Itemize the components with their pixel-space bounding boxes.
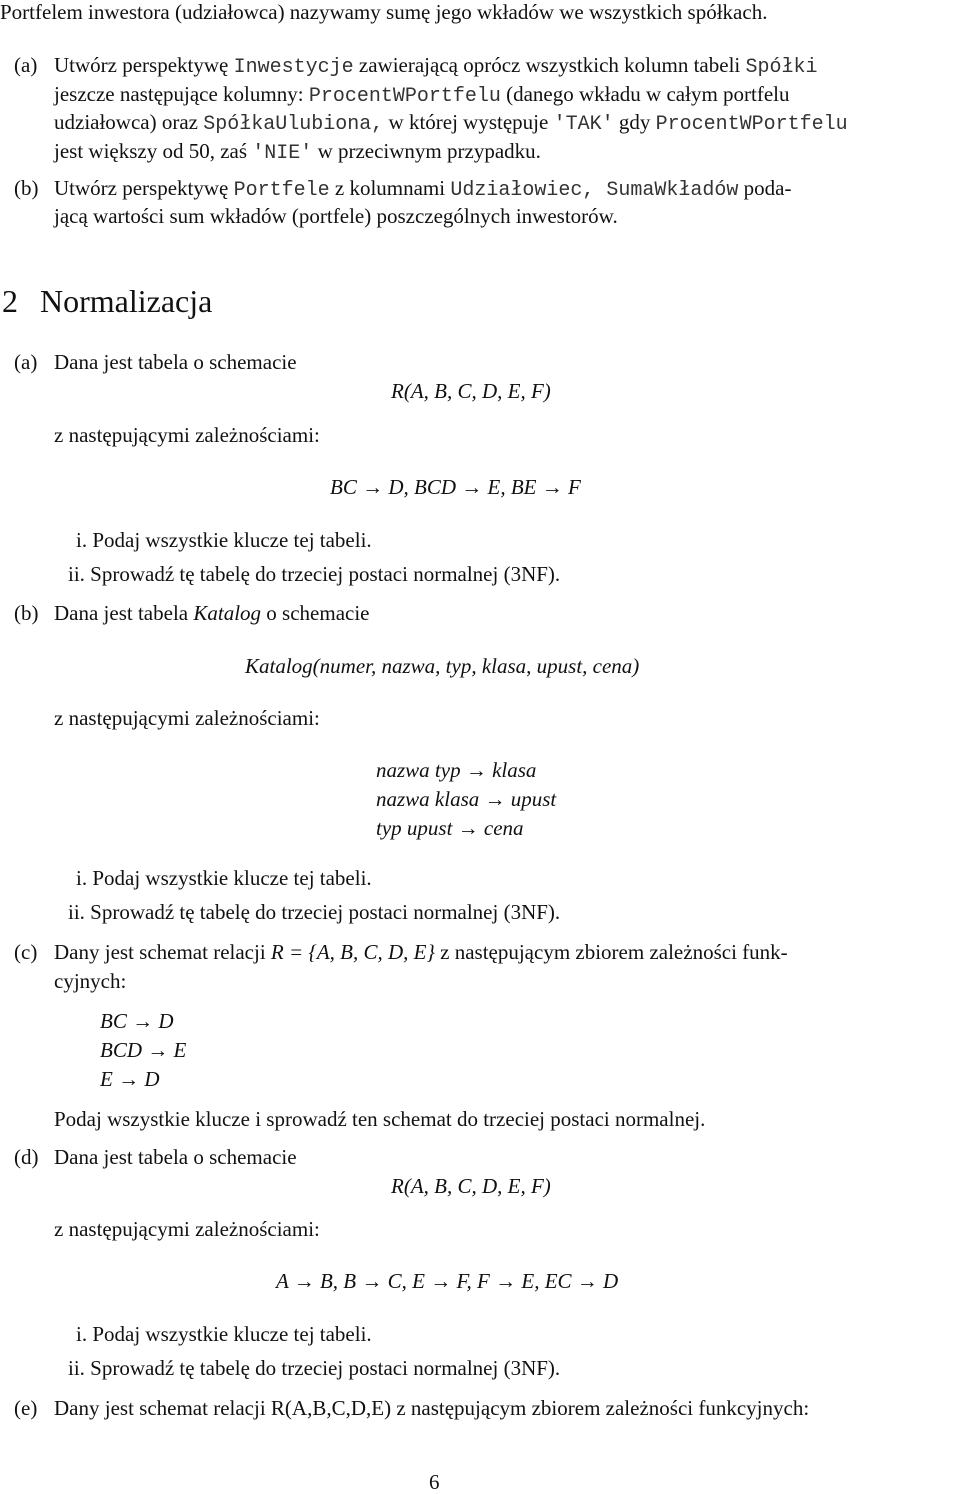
code: SpółkaUlubiona, bbox=[203, 113, 384, 136]
item-c-text-cont: cyjnych: bbox=[54, 969, 127, 993]
item-d-task-ii: ii. Sprowadź tę tabelę do trzeciej postaci normalnej (3NF). bbox=[68, 1356, 561, 1380]
code: Inwestycje bbox=[233, 56, 354, 79]
views-b-label: (b) bbox=[14, 176, 39, 200]
text: w przeciwnym przypadku. bbox=[317, 139, 541, 163]
item-c-text bbox=[54, 942, 788, 963]
code: ProcentWPortfelu bbox=[308, 85, 501, 108]
code: 'NIE' bbox=[252, 142, 313, 165]
intro-text: Portfelem inwestora (udziałowca) nazywamy sumę jego wkładów we wszystkich spółkach. bbox=[0, 0, 768, 24]
text: poda- bbox=[743, 176, 792, 200]
item-a-label: (a) bbox=[14, 350, 38, 374]
item-b-task-i: i. Podaj wszystkie klucze tej tabeli. bbox=[76, 866, 372, 890]
views-a-line4 bbox=[54, 141, 541, 164]
text: o schemacie bbox=[266, 601, 370, 625]
math: Katalog bbox=[193, 601, 262, 625]
text: z kolumnami bbox=[334, 176, 446, 200]
text: z następującym zbiorem zależności funk- bbox=[440, 940, 788, 964]
views-a-line2 bbox=[54, 84, 790, 107]
math: R = {A, B, C, D, E} bbox=[270, 940, 435, 964]
text: Utwórz perspektywę bbox=[54, 176, 229, 200]
item-d-schema: R(A, B, C, D, E, F) bbox=[391, 1174, 551, 1198]
code: 'TAK' bbox=[553, 113, 614, 136]
item-b-text bbox=[54, 603, 370, 624]
text: zawierającą oprócz wszystkich kolumn tabeli bbox=[358, 53, 741, 77]
views-a-line3 bbox=[54, 112, 848, 135]
text: gdy bbox=[618, 110, 651, 134]
views-a-line1 bbox=[54, 55, 818, 78]
code: Portfele bbox=[233, 179, 330, 202]
text: (danego wkładu w całym portfelu bbox=[506, 82, 790, 106]
item-c-dep-3: E → D bbox=[100, 1067, 160, 1091]
item-d-deps: A → B, B → C, E → F, F → E, EC → D bbox=[276, 1269, 619, 1293]
text: jeszcze następujące kolumny: bbox=[54, 82, 304, 106]
views-a-label: (a) bbox=[14, 53, 38, 77]
item-a-text: Dana jest tabela o schemacie bbox=[54, 350, 297, 374]
item-c-label: (c) bbox=[14, 940, 38, 964]
item-d-text: Dana jest tabela o schemacie bbox=[54, 1145, 297, 1169]
item-e-label: (e) bbox=[14, 1396, 38, 1420]
item-c-dep-1: BC → D bbox=[100, 1009, 174, 1033]
item-a-schema: R(A, B, C, D, E, F) bbox=[391, 379, 551, 403]
item-c-task: Podaj wszystkie klucze i sprowadź ten schemat do trzeciej postaci normalnej. bbox=[54, 1107, 706, 1131]
code: ProcentWPortfelu bbox=[655, 113, 848, 136]
section-number: 2 bbox=[2, 283, 18, 319]
item-b-task-ii: ii. Sprowadź tę tabelę do trzeciej postaci normalnej (3NF). bbox=[68, 900, 561, 924]
text: w której występuje bbox=[388, 110, 549, 134]
item-a-with: z następującymi zależnościami: bbox=[54, 423, 320, 447]
item-b-dep-3: typ upust → cena bbox=[376, 816, 524, 840]
item-b-dep-1: nazwa typ → klasa bbox=[376, 758, 537, 782]
item-b-with: z następującymi zależnościami: bbox=[54, 706, 320, 730]
text: Utwórz perspektywę bbox=[54, 53, 229, 77]
views-b-line2: jącą wartości sum wkładów (portfele) poszczególnych inwestorów. bbox=[54, 204, 618, 228]
section-title: Normalizacja bbox=[40, 283, 213, 319]
code: Udziałowiec, SumaWkładów bbox=[450, 179, 739, 202]
item-b-dep-2: nazwa klasa → upust bbox=[376, 787, 557, 811]
item-d-task-i: i. Podaj wszystkie klucze tej tabeli. bbox=[76, 1322, 372, 1346]
page-number: 6 bbox=[429, 1470, 440, 1494]
section-heading bbox=[2, 285, 212, 317]
item-b-label: (b) bbox=[14, 601, 39, 625]
text: Dany jest schemat relacji bbox=[54, 940, 266, 964]
text: Dana jest tabela bbox=[54, 601, 189, 625]
text: udziałowca) oraz bbox=[54, 110, 198, 134]
item-b-schema: Katalog(numer, nazwa, typ, klasa, upust, cena) bbox=[245, 654, 640, 678]
code: Spółki bbox=[745, 56, 818, 79]
item-d-label: (d) bbox=[14, 1145, 39, 1169]
item-a-task-i: i. Podaj wszystkie klucze tej tabeli. bbox=[76, 528, 372, 552]
item-e-text: Dany jest schemat relacji R(A,B,C,D,E) z następującym zbiorem zależności funkcyjnych: bbox=[54, 1396, 810, 1420]
text: jest większy od 50, zaś bbox=[54, 139, 248, 163]
item-a-deps: BC → D, BCD → E, BE → F bbox=[330, 475, 581, 499]
item-a-task-ii: ii. Sprowadź tę tabelę do trzeciej postaci normalnej (3NF). bbox=[68, 562, 561, 586]
item-c-dep-2: BCD → E bbox=[100, 1038, 187, 1062]
views-b-line1 bbox=[54, 178, 791, 201]
item-d-with: z następującymi zależnościami: bbox=[54, 1217, 320, 1241]
